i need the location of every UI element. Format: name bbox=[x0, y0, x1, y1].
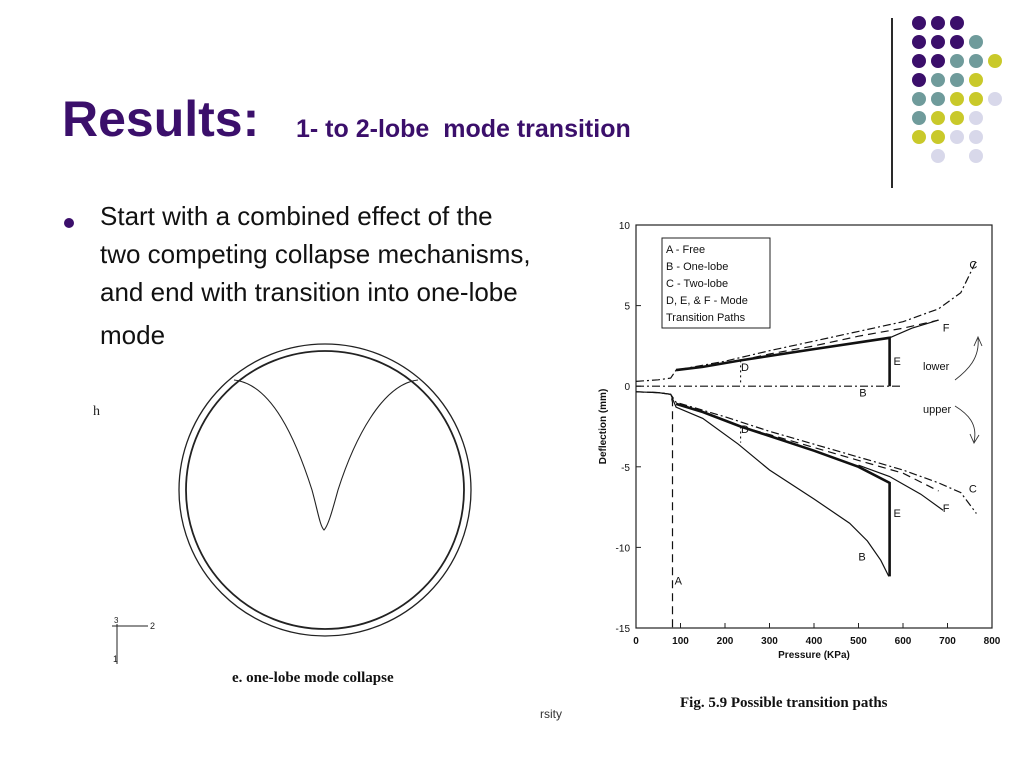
annotation-lower: lower bbox=[923, 361, 950, 373]
collapse-ring-figure bbox=[100, 340, 500, 680]
x-tick-label: 700 bbox=[939, 636, 956, 647]
decorative-dot bbox=[950, 16, 964, 30]
decorative-dot bbox=[912, 16, 926, 30]
decorative-dot bbox=[931, 73, 945, 87]
footer-fragment: rsity bbox=[540, 707, 562, 721]
bullet-text-line-3: and end with transition into one-lobe bbox=[100, 277, 518, 307]
x-tick-label: 400 bbox=[805, 636, 823, 647]
curve-label-e: E bbox=[893, 356, 901, 369]
slide-title: Results: bbox=[62, 91, 260, 147]
decorative-dot bbox=[950, 130, 964, 144]
decorative-dot bbox=[950, 92, 964, 106]
curve-label-a: A bbox=[674, 575, 682, 588]
decorative-dot bbox=[912, 54, 926, 68]
left-figure-caption: e. one-lobe mode collapse bbox=[232, 670, 394, 686]
y-tick-label: 10 bbox=[618, 221, 630, 232]
curve-label-c: C bbox=[969, 259, 978, 272]
x-tick-label: 100 bbox=[672, 636, 689, 647]
chart-y-axis-label: Deflection (mm) bbox=[598, 388, 609, 465]
legend-entry-def: D, E, & F - Mode bbox=[666, 295, 748, 307]
decorative-dot bbox=[912, 73, 926, 87]
series-b-line bbox=[636, 392, 889, 577]
decorative-dot bbox=[912, 130, 926, 144]
decorative-dot bbox=[950, 73, 964, 87]
decorative-dot bbox=[969, 73, 983, 87]
y-tick-label: 0 bbox=[624, 382, 630, 394]
bullet-text-line-2: two competing collapse mechanisms, bbox=[100, 239, 531, 269]
decorative-dot bbox=[969, 111, 983, 125]
curve-label-e: E bbox=[893, 507, 901, 520]
decorative-dot bbox=[931, 54, 945, 68]
series-e-line bbox=[676, 338, 890, 386]
x-tick-label: 200 bbox=[716, 636, 734, 647]
decorative-dot bbox=[931, 111, 945, 125]
legend-entry-a: A - Free bbox=[666, 244, 706, 256]
curve-label-b: B bbox=[858, 551, 866, 564]
curve-label-c: C bbox=[968, 483, 977, 496]
decorative-dot bbox=[988, 92, 1002, 106]
decorative-dot bbox=[912, 111, 926, 125]
bullet-text-line-1: Start with a combined effect of the bbox=[100, 201, 493, 231]
y-tick-label: -5 bbox=[621, 462, 630, 474]
decorative-dot bbox=[969, 35, 983, 49]
curve-label-b: B bbox=[859, 387, 867, 400]
decorative-dot bbox=[950, 35, 964, 49]
curve-label-d: D bbox=[741, 423, 750, 436]
decorative-dot bbox=[931, 92, 945, 106]
legend-entry-b: B - One-lobe bbox=[666, 261, 729, 273]
axis-label-3: 3 bbox=[114, 616, 119, 625]
curve-label-d: D bbox=[741, 361, 750, 374]
y-tick-label: -10 bbox=[615, 543, 630, 555]
chart-legend bbox=[662, 238, 770, 328]
decorative-dot bbox=[950, 54, 964, 68]
collapsed-lobe-curve bbox=[234, 380, 418, 530]
x-tick-label: 500 bbox=[850, 636, 867, 647]
axis-label-1: 1 bbox=[113, 654, 119, 664]
x-tick-label: 300 bbox=[761, 636, 778, 647]
decorative-dot bbox=[912, 35, 926, 49]
chart-caption: Fig. 5.9 Possible transition paths bbox=[680, 695, 888, 711]
decorative-dot bbox=[969, 54, 983, 68]
x-tick-label: 0 bbox=[633, 636, 639, 647]
inner-ring bbox=[186, 351, 464, 629]
decorative-vertical-rule bbox=[891, 18, 893, 188]
series-a-line bbox=[636, 392, 673, 628]
decorative-dot bbox=[931, 16, 945, 30]
y-tick-label: 5 bbox=[624, 301, 630, 313]
stray-letter: h bbox=[93, 404, 100, 419]
decorative-dot bbox=[950, 111, 964, 125]
legend-entry-c: C - Two-lobe bbox=[666, 278, 729, 290]
decorative-dot bbox=[912, 92, 926, 106]
decorative-dot bbox=[969, 149, 983, 163]
arrow-upper-icon bbox=[955, 406, 975, 442]
decorative-dot bbox=[988, 54, 1002, 68]
x-tick-label: 600 bbox=[894, 636, 912, 647]
bullet-text-line-4: mode bbox=[100, 320, 166, 350]
y-tick-label: -15 bbox=[615, 624, 630, 635]
x-tick-label: 800 bbox=[983, 636, 1001, 647]
bullet-marker bbox=[64, 218, 74, 228]
curve-label-f: F bbox=[942, 502, 950, 515]
outer-ring bbox=[179, 344, 471, 636]
annotation-upper: upper bbox=[923, 404, 952, 416]
transition-paths-chart bbox=[590, 210, 1010, 670]
slide-subtitle: 1- to 2-lobe mode transition bbox=[296, 115, 631, 143]
chart-x-axis-label: Pressure (KPa) bbox=[778, 650, 850, 661]
decorative-dot bbox=[969, 130, 983, 144]
curve-label-f: F bbox=[942, 322, 950, 335]
legend-entry-transition: Transition Paths bbox=[666, 312, 746, 324]
decorative-dot bbox=[969, 92, 983, 106]
decorative-dot bbox=[931, 130, 945, 144]
axis-label-2: 2 bbox=[150, 621, 156, 631]
decorative-dot bbox=[931, 35, 945, 49]
decorative-dot bbox=[931, 149, 945, 163]
